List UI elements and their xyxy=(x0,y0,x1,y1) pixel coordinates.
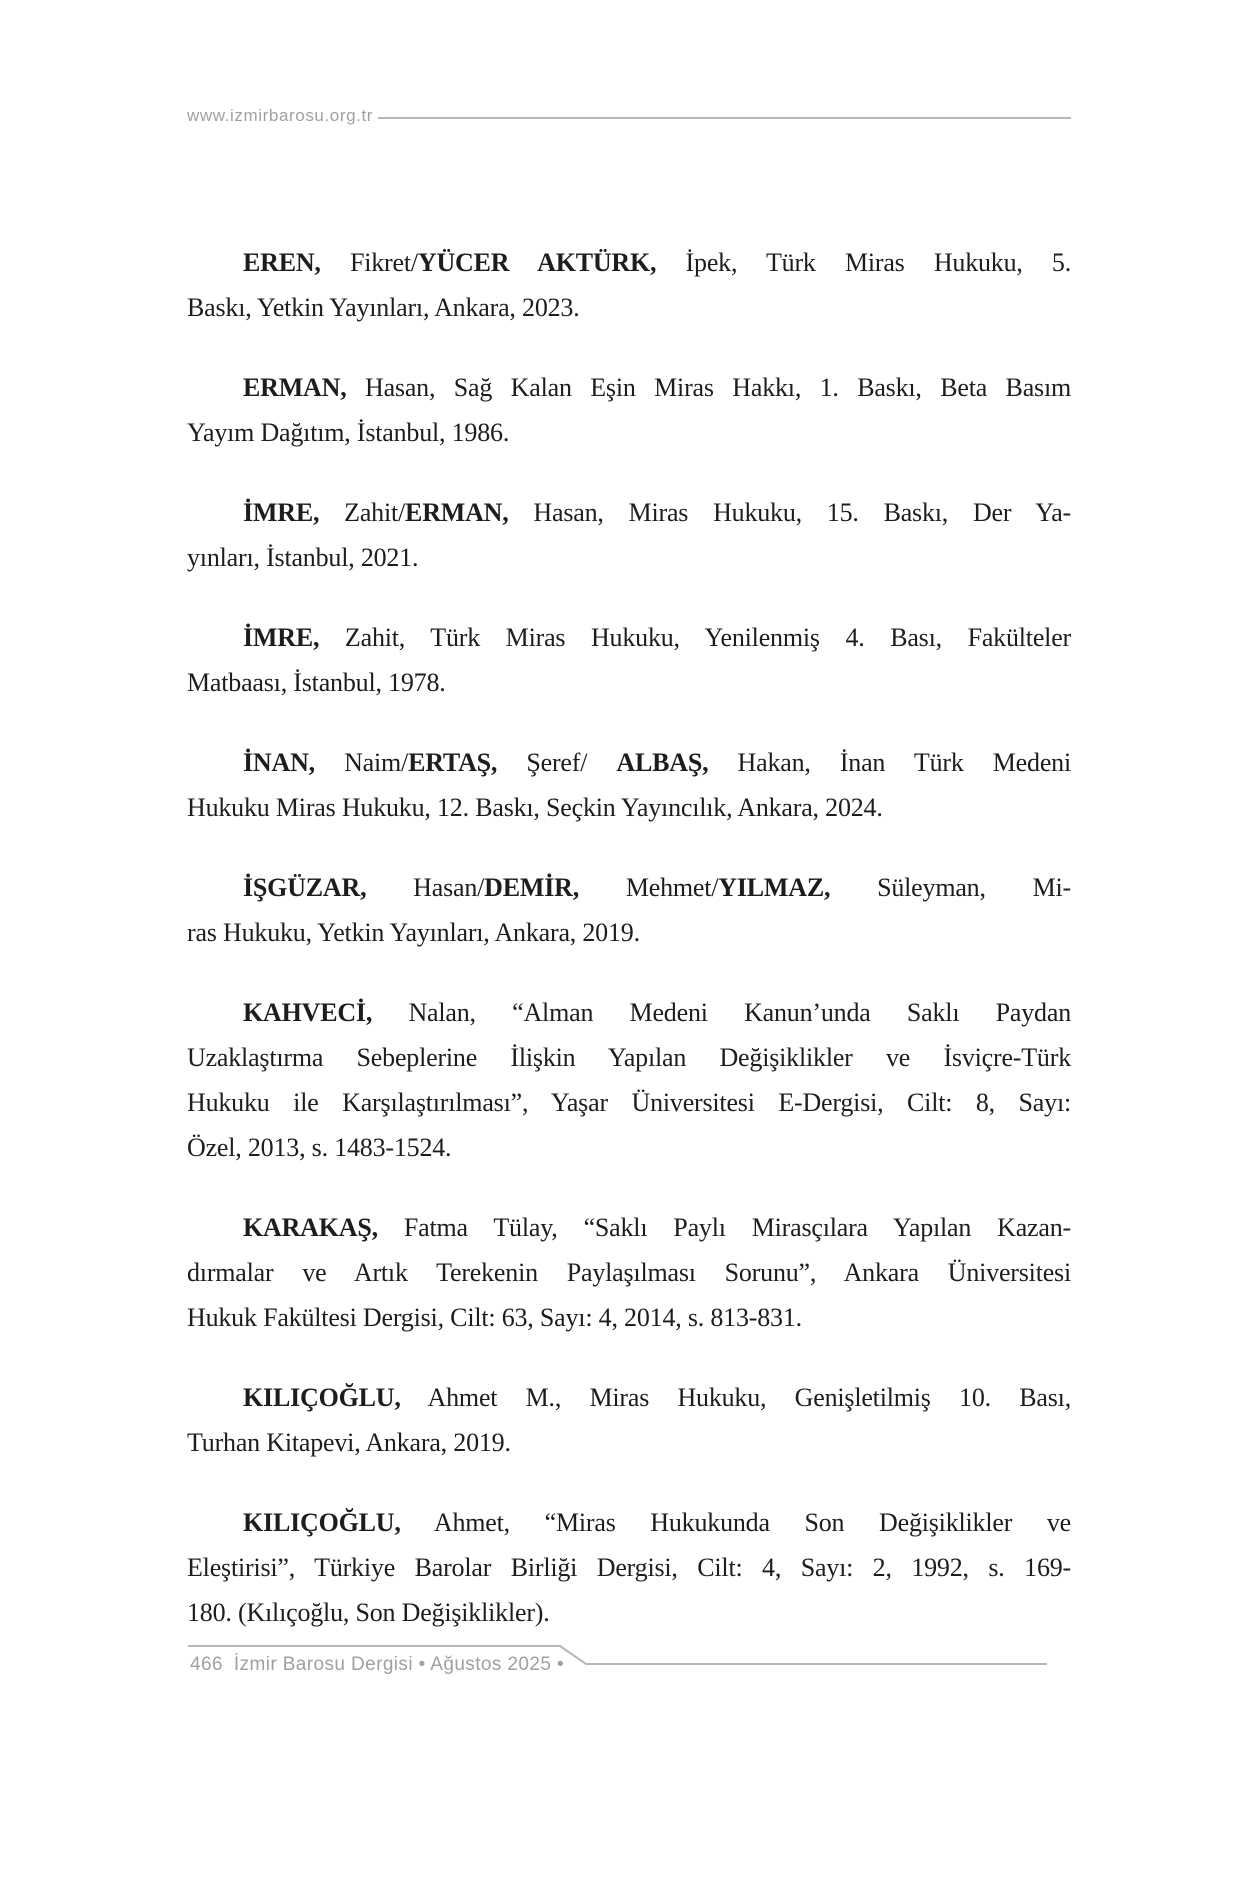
entry-text: Hukuku Miras Hukuku, 12. Baskı, Seçkin Yayıncılık, Ankara, 2024. xyxy=(187,793,883,822)
entry-line xyxy=(187,240,1071,285)
entry-text: Hukuku ile Karşılaştırılması”, Yaşar Üniversitesi E-Dergisi, Cilt: 8, Sayı: xyxy=(187,1088,1071,1117)
entry-line xyxy=(187,1375,1071,1420)
entry-line xyxy=(187,615,1071,660)
entry-line xyxy=(187,1080,1071,1125)
bibliography-entry xyxy=(187,1375,1071,1465)
entry-text: Özel, 2013, s. 1483-1524. xyxy=(187,1133,452,1162)
entry-text: Ahmet, “Miras Hukukunda Son Değişiklikler ve xyxy=(400,1508,1071,1537)
entry-line xyxy=(187,1035,1071,1080)
bibliography-entry xyxy=(187,990,1071,1170)
entry-text: Hasan, Miras Hukuku, 15. Baskı, Der Ya- xyxy=(508,498,1072,527)
entry-text: Fikret/ xyxy=(320,248,418,277)
entry-author-bold: YILMAZ, xyxy=(718,873,831,902)
bibliography-entry xyxy=(187,1500,1071,1635)
page-footer xyxy=(190,1654,564,1676)
entry-text: Mehmet/ xyxy=(579,873,719,902)
entry-line xyxy=(187,785,1071,830)
footer-journal-text: İzmir Barosu Dergisi • Ağustos 2025 • xyxy=(233,1654,565,1675)
entry-author-bold: KILIÇOĞLU, xyxy=(243,1383,401,1412)
entry-line xyxy=(187,1250,1071,1295)
bibliography-entry xyxy=(187,240,1071,330)
entry-line xyxy=(187,990,1071,1035)
entry-text: Ahmet M., Miras Hukuku, Genişletilmiş 10. Bası, xyxy=(400,1383,1071,1412)
bibliography-entry xyxy=(187,615,1071,705)
footer-page-number: 466 xyxy=(190,1654,223,1675)
bibliography-entry xyxy=(187,490,1071,580)
entry-text: Hukuk Fakültesi Dergisi, Cilt: 63, Sayı: 4, 2014, s. 813-831. xyxy=(187,1303,802,1332)
entry-line xyxy=(187,1590,1071,1635)
entry-line xyxy=(187,740,1071,785)
entry-author-bold: KAHVECİ, xyxy=(243,998,373,1027)
entry-author-bold: DEMİR, xyxy=(484,873,580,902)
entry-text: Naim/ xyxy=(314,748,409,777)
entry-author-bold: ERTAŞ, xyxy=(408,748,498,777)
entry-text: Zahit, Türk Miras Hukuku, Yenilenmiş 4. Bası, Fakülteler xyxy=(319,623,1071,652)
entry-text: Matbaası, İstanbul, 1978. xyxy=(187,668,446,697)
entry-text: Uzaklaştırma Sebeplerine İlişkin Yapılan Değişiklikler ve İsviçre-Türk xyxy=(187,1043,1071,1072)
entry-line xyxy=(187,490,1071,535)
entry-author-bold: KARAKAŞ, xyxy=(243,1213,378,1242)
entry-line xyxy=(187,660,1071,705)
entry-text: Zahit/ xyxy=(319,498,406,527)
entry-text: 180. (Kılıçoğlu, Son Değişiklikler). xyxy=(187,1598,550,1627)
entry-line xyxy=(187,285,1071,330)
entry-text: Baskı, Yetkin Yayınları, Ankara, 2023. xyxy=(187,293,580,322)
bibliography-entry xyxy=(187,740,1071,830)
entry-line xyxy=(187,1205,1071,1250)
entry-text: Turhan Kitapevi, Ankara, 2019. xyxy=(187,1428,511,1457)
entry-line xyxy=(187,910,1071,955)
bibliography-entry xyxy=(187,865,1071,955)
entry-text: Hakan, İnan Türk Medeni xyxy=(708,748,1071,777)
entry-line xyxy=(187,1500,1071,1545)
header-rule-line xyxy=(378,117,1071,119)
bibliography xyxy=(187,240,1071,1635)
entry-author-bold: İNAN, xyxy=(243,748,315,777)
entry-text: Yayım Dağıtım, İstanbul, 1986. xyxy=(187,418,510,447)
entry-author-bold: İŞGÜZAR, xyxy=(243,873,367,902)
entry-line xyxy=(187,410,1071,455)
entry-text: Şeref/ xyxy=(497,748,617,777)
header-url: www.izmirbarosu.org.tr xyxy=(187,106,374,125)
entry-author-bold: YÜCER AKTÜRK, xyxy=(417,248,657,277)
entry-text: Hasan, Sağ Kalan Eşin Miras Hakkı, 1. Baskı, Beta Basım xyxy=(346,373,1071,402)
entry-text: Süleyman, Mi- xyxy=(830,873,1071,902)
entry-text: yınları, İstanbul, 2021. xyxy=(187,543,419,572)
entry-author-bold: ERMAN, xyxy=(243,373,347,402)
entry-author-bold: ALBAŞ, xyxy=(616,748,709,777)
entry-text: ras Hukuku, Yetkin Yayınları, Ankara, 2019. xyxy=(187,918,640,947)
page-header xyxy=(187,106,1071,126)
entry-line xyxy=(187,1295,1071,1340)
entry-author-bold: EREN, xyxy=(243,248,321,277)
entry-line xyxy=(187,1420,1071,1465)
entry-author-bold: ERMAN, xyxy=(405,498,509,527)
entry-line xyxy=(187,1125,1071,1170)
entry-text: Eleştirisi”, Türkiye Barolar Birliği Dergisi, Cilt: 4, Sayı: 2, 1992, s. 169- xyxy=(187,1553,1071,1582)
entry-text: Hasan/ xyxy=(366,873,485,902)
entry-text: dırmalar ve Artık Terekenin Paylaşılması Sorunu”, Ankara Üniversitesi xyxy=(187,1258,1071,1287)
entry-text: Nalan, “Alman Medeni Kanun’unda Saklı Paydan xyxy=(372,998,1071,1027)
entry-author-bold: İMRE, xyxy=(243,498,320,527)
entry-text: Fatma Tülay, “Saklı Paylı Mirasçılara Yapılan Kazan- xyxy=(377,1213,1071,1242)
bibliography-entry xyxy=(187,1205,1071,1340)
entry-line xyxy=(187,865,1071,910)
entry-line xyxy=(187,535,1071,580)
entry-line xyxy=(187,365,1071,410)
entry-author-bold: KILIÇOĞLU, xyxy=(243,1508,401,1537)
bibliography-entry xyxy=(187,365,1071,455)
entry-line xyxy=(187,1545,1071,1590)
entry-text: İpek, Türk Miras Hukuku, 5. xyxy=(656,248,1072,277)
entry-author-bold: İMRE, xyxy=(243,623,320,652)
